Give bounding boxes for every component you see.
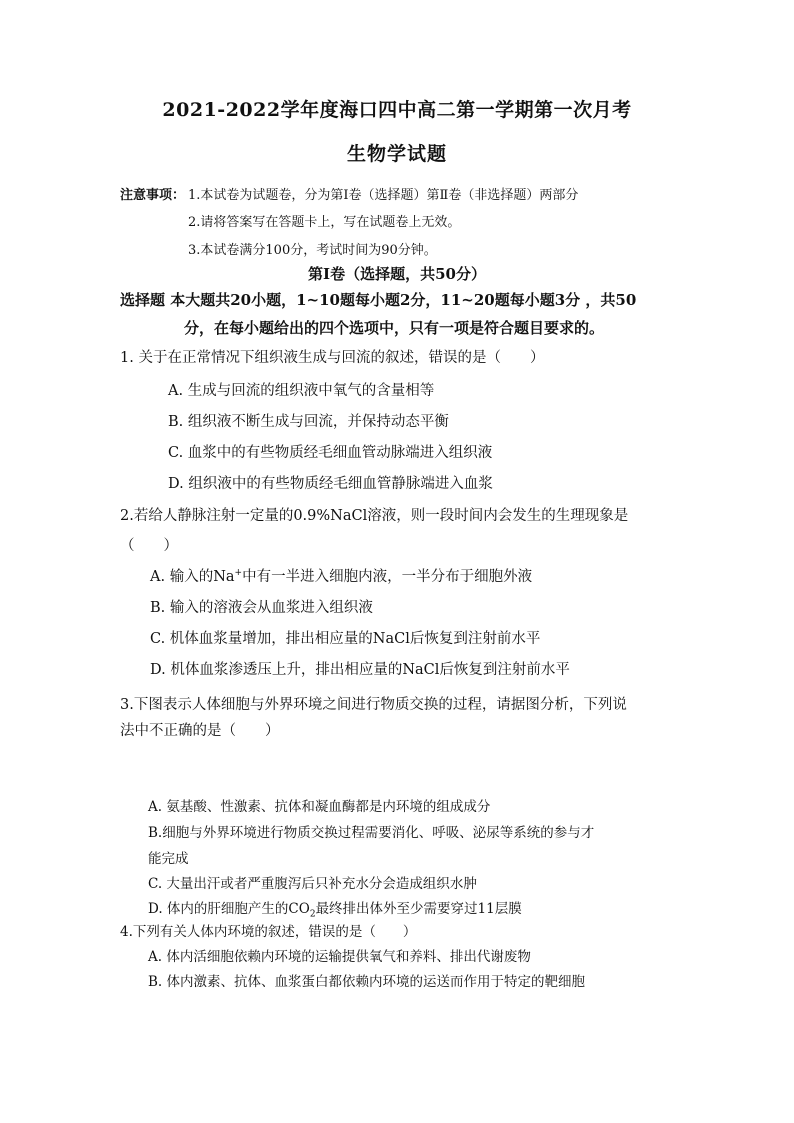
question-4-option-b: B. 体内激素、抗体、血浆蛋白都依赖内环境的运送而作用于特定的靶细胞 — [148, 974, 586, 990]
question-2-stem-line2: （ ） — [120, 538, 178, 554]
question-3-option-b-line1: B.细胞与外界环境进行物质交换过程需要消化、呼吸、泌尿等系统的参与才 — [148, 825, 595, 841]
section-instruction-line1: 选择题 本大题共20小题，1~10题每小题2分，11~20题每小题3分 ，共50 — [120, 291, 637, 309]
question-3-option-a: A. 氨基酸、性激素、抗体和凝血酶都是内环境的组成成分 — [148, 799, 491, 815]
section-title: 第Ⅰ卷（选择题，共50分） — [308, 265, 486, 283]
question-1-option-d: D. 组织液中的有些物质经毛细血管静脉端进入血浆 — [168, 476, 493, 492]
question-2-option-d: D. 机体血浆渗透压上升，排出相应量的NaCl后恢复到注射前水平 — [150, 662, 570, 678]
question-1-option-a: A. 生成与回流的组织液中氧气的含量相等 — [168, 383, 435, 399]
notice-item-3: 3.本试卷满分100分，考试时间为90分钟。 — [188, 243, 437, 258]
question-3-stem-line2: 法中不正确的是（ ） — [120, 723, 280, 739]
notice-item-1: 1.本试卷为试题卷，分为第Ⅰ卷（选择题）第Ⅱ卷（非选择题）两部分 — [188, 188, 579, 203]
notice-label: 注意事项： — [120, 188, 186, 203]
question-3-stem-line1: 3.下图表示人体细胞与外界环境之间进行物质交换的过程，请据图分析，下列说 — [120, 697, 627, 713]
question-2-option-c: C. 机体血浆量增加，排出相应量的NaCl后恢复到注射前水平 — [150, 631, 541, 647]
question-3-option-c: C. 大量出汗或者严重腹泻后只补充水分会造成组织水肿 — [148, 876, 477, 892]
question-1-stem: 1. 关于在正常情况下组织液生成与回流的叙述，错误的是（ ） — [120, 350, 545, 366]
question-1-option-b: B. 组织液不断生成与回流，并保持动态平衡 — [168, 414, 449, 430]
question-2-option-a: A. 输入的Na+中有一半进入细胞内液，一半分布于细胞外液 — [150, 568, 533, 585]
question-2-stem-line1: 2.若给人静脉注射一定量的0.9%NaCl溶液，则一段时间内会发生的生理现象是 — [120, 508, 629, 524]
question-1-option-c: C. 血浆中的有些物质经毛细血管动脉端进入组织液 — [168, 445, 493, 461]
question-4-option-a: A. 体内活细胞依赖内环境的运输提供氧气和养料、排出代谢废物 — [148, 949, 531, 965]
question-4-stem: 4.下列有关人体内环境的叙述，错误的是（ ） — [120, 924, 417, 940]
section-instruction-line2: 分，在每小题给出的四个选项中，只有一项是符合题目要求的。 — [184, 319, 605, 337]
notice-item-2: 2.请将答案写在答题卡上，写在试题卷上无效。 — [188, 215, 461, 230]
question-2-option-b: B. 输入的溶液会从血浆进入组织液 — [150, 600, 373, 616]
question-3-option-b-line2: 能完成 — [148, 851, 189, 867]
exam-title: 2021-2022学年度海口四中高二第一学期第一次月考 — [162, 99, 632, 121]
question-3-option-d: D. 体内的肝细胞产生的$CO_2$最终排出体外至少需要穿过11层膜 — [148, 901, 522, 920]
exam-subtitle: 生物学试题 — [346, 143, 447, 165]
